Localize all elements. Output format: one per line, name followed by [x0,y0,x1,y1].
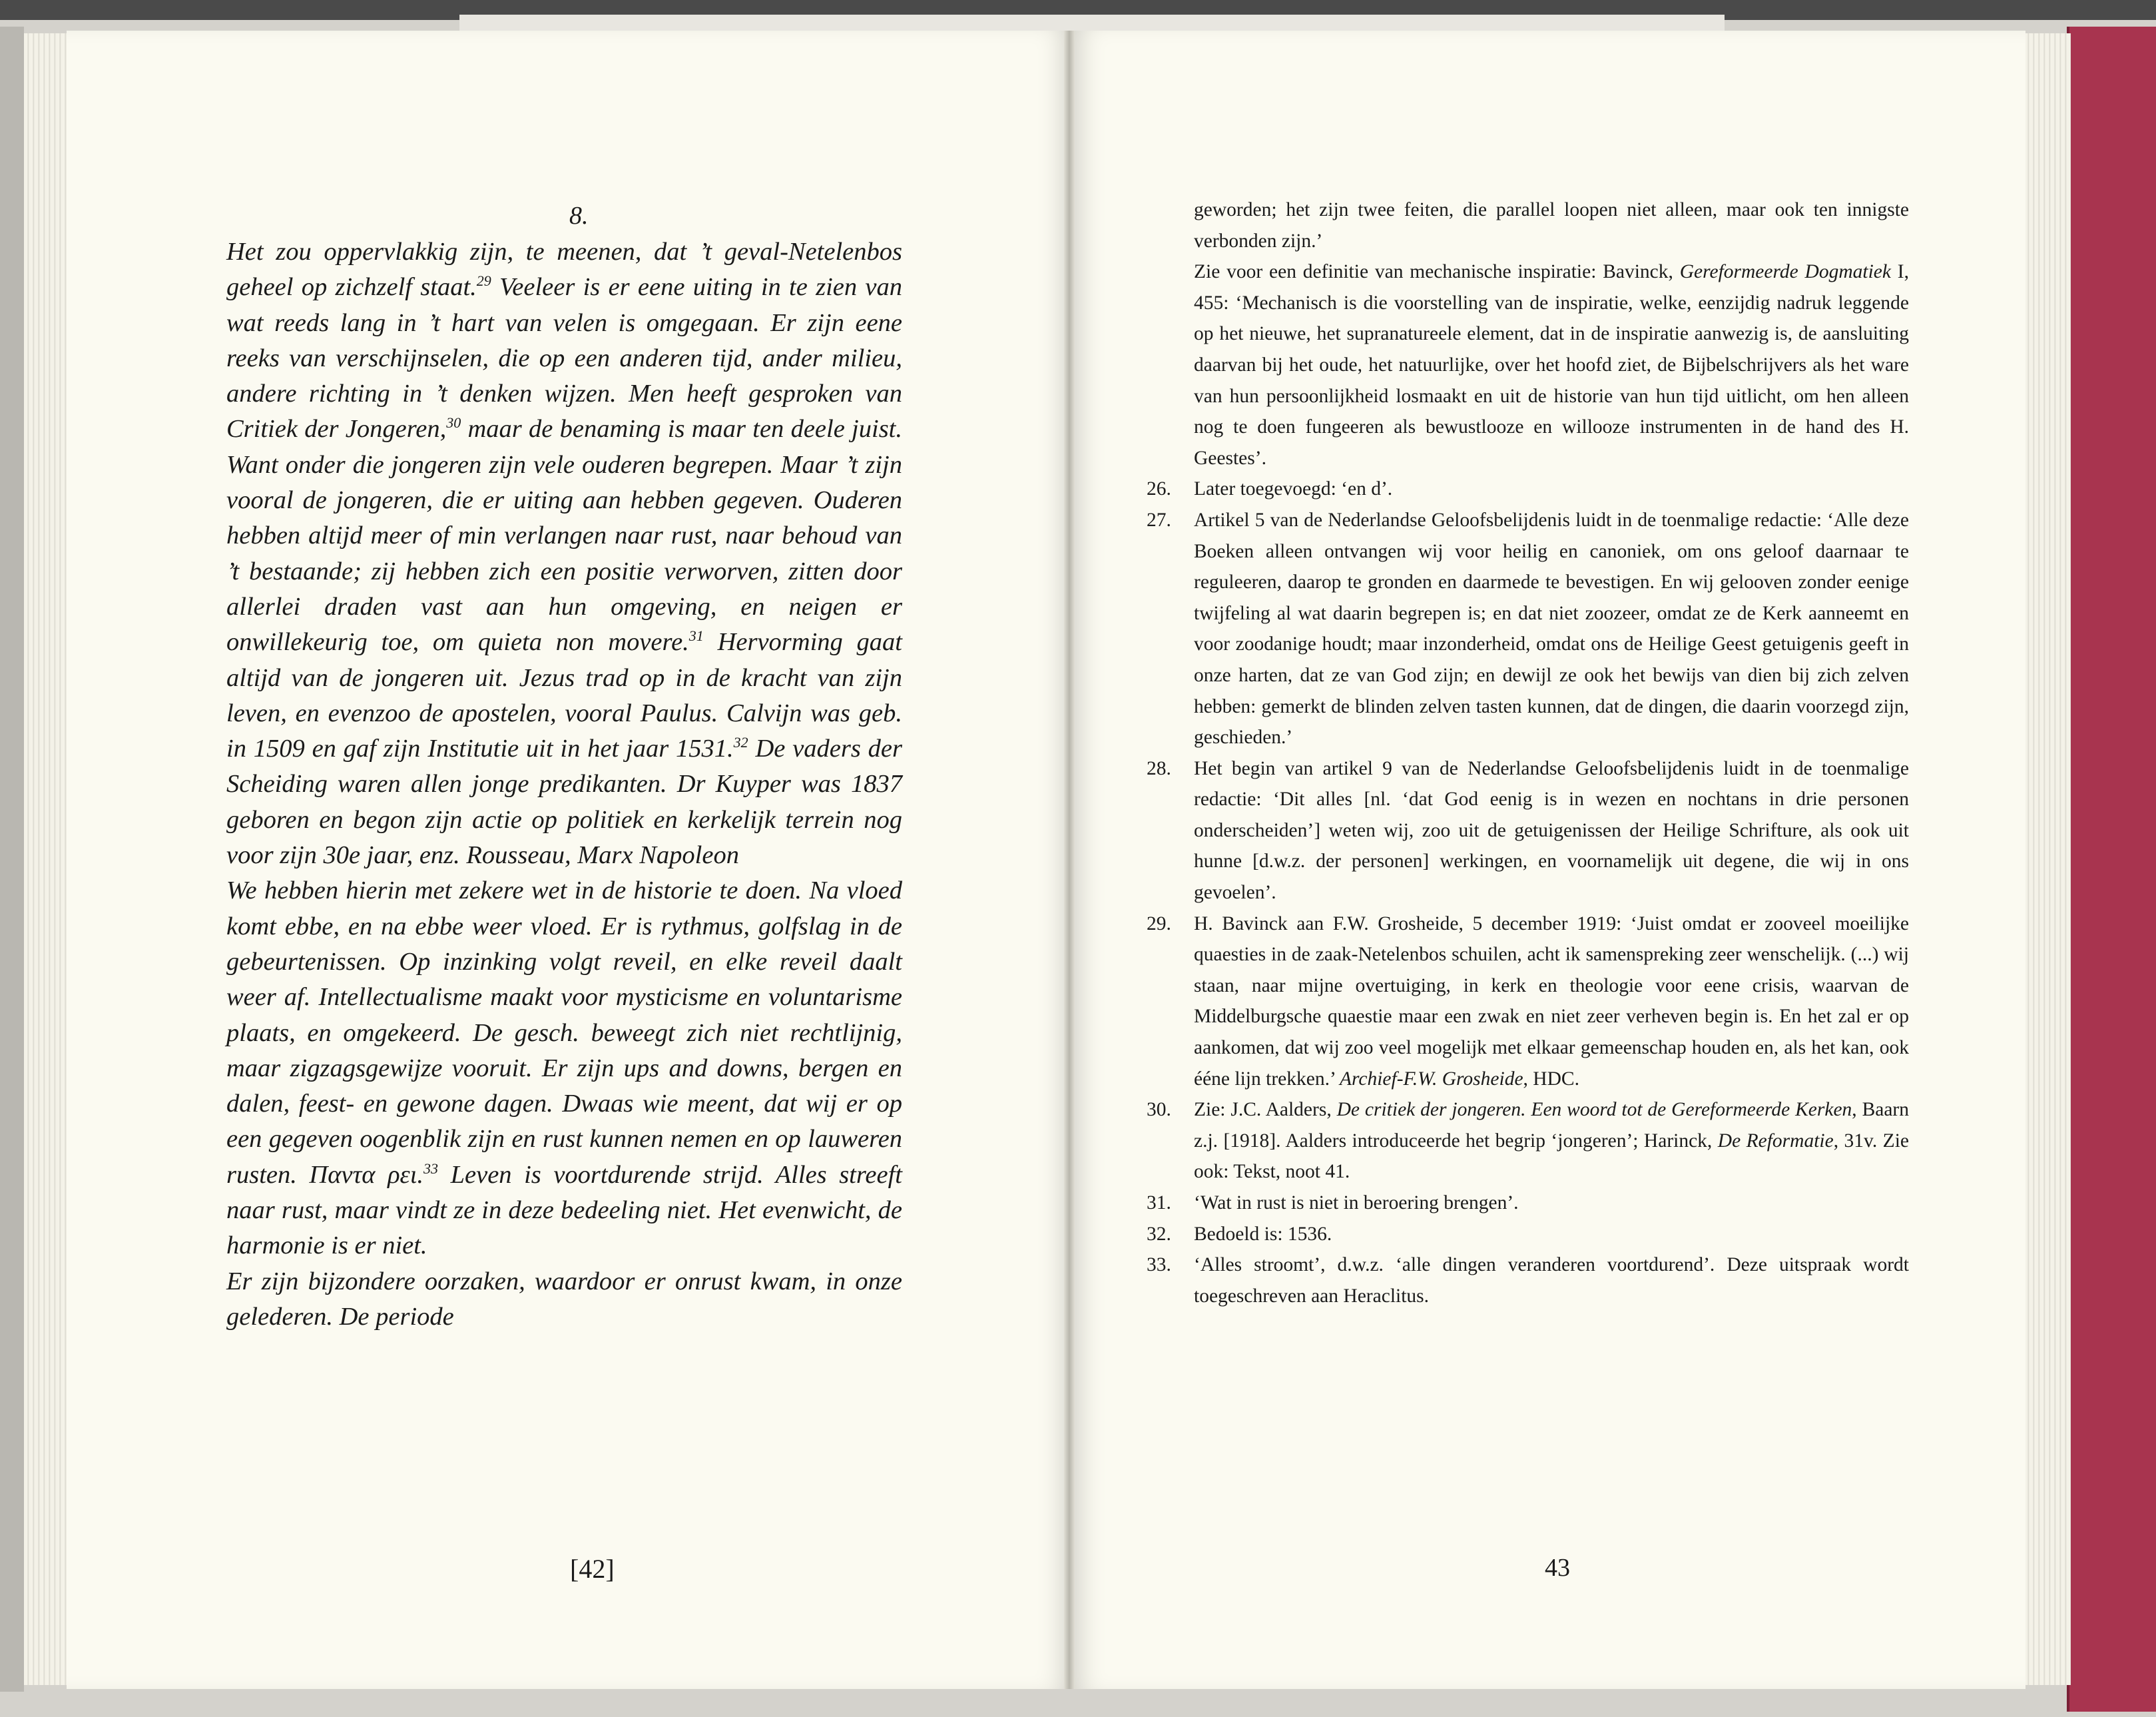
text-run: Artikel 5 van de Nederlandse Geloofsbelijdenis luidt in de toenmalige redactie: ‘Alle deze Boeken alleen ontvangen wij voor heilig en canoniek, om ons geloof daarnaar te reguleeren, daarop te gronden en daarmede te bevestigen. En wij gelooven zonder eenige twijfeling al wat daarin begrepen is; en dat niet zoozeer, omdat ze de Kerk aanneemt en voor zoodanige houdt; maar inzonderheid, omdat ons de Heilige Geest getuigenis geeft in onze harten, dat ze van God zijn; en dewijl ze ook het bewijs van dien bij zich zelven hebben: gemerkt de blinden zelven tasten kunnen, dat de dingen, die daarin voorzegd zijn, geschieden.’ [1194,509,1909,749]
footnote-ref: 31 [688,627,704,645]
footnote [1147,908,1909,1095]
text-run: geworden; het zijn twee feiten, die parallel loopen niet alleen, maar ook ten innigste verbonden zijn.’ [1194,199,1909,252]
footnotes [1147,194,1909,1311]
paragraph [226,1264,902,1335]
italic-title: Gereformeerde Dogmatiek [1679,261,1891,283]
footnote [1147,753,1909,908]
book-gutter [1064,31,1075,1689]
text-run: Zie voor een definitie van mechanische inspiratie: Bavinck, [1194,261,1680,283]
page-edges-right [2024,33,2071,1685]
page-edges-left [24,33,71,1685]
footnote-text [1194,505,1909,753]
footnote-ref: 29 [476,272,491,290]
text-run: , 31v. Zie ook: Tekst, noot 41. [1194,1130,1909,1183]
footnote-ref: 33 [423,1160,439,1177]
footnote-text [1194,256,1909,474]
footnote [1147,505,1909,753]
text-run: ‘Wat in rust is niet in beroering brengen’. [1194,1192,1519,1213]
footnote-text [1194,908,1909,1095]
text-run: , HDC. [1523,1068,1579,1090]
footnote-number [1147,194,1194,256]
footnote-text [1194,1249,1909,1311]
italic-title: De critiek der jongeren. Een woord tot de Gereformeerde Kerken [1336,1099,1852,1121]
italic-title: De Reformatie [1717,1130,1834,1152]
paragraph [226,873,902,1263]
page-number-right: 43 [1545,1554,1570,1582]
text-run: We hebben hierin met zekere wet in de historie te doen. Na vloed komt ebbe, en na ebbe weer vloed. Er is rythmus, golfslag in de gebeurtenissen. Op inzinking volgt reveil, en elke reveil daalt weer af. Intellectualisme maakt voor mysticisme en voluntarisme plaats, en omgekeerd. De gesch. beweegt zich niet rechtlijnig, maar zigzagsgewijze vooruit. Er zijn ups and downs, bergen en dalen, feest- en gewone dagen. Dwaas wie meent, dat wij er op een gegeven oogenblik zijn en rust kunnen nemen en op lauweren rusten. Παντα ρει. [226,876,902,1189]
footnote [1147,1249,1909,1311]
footnote [1147,194,1909,256]
text-run: Zie: J.C. Aalders, [1194,1099,1337,1121]
footnote-number: 32. [1147,1223,1171,1245]
footnote-text [1194,474,1909,505]
italic-title: Archief-F.W. Grosheide [1339,1068,1523,1090]
footnote [1147,1219,1909,1250]
text-run: Leven is voortdurende strijd. Alles streeft naar rust, maar vindt ze in deze bedeeling niet. Het evenwicht, de harmonie is er niet. [226,1160,902,1260]
footnote [1147,256,1909,474]
text-run: , Baarn z.j. [1918]. Aalders introduceerde het begrip ‘jongeren’; Harinck, [1194,1099,1910,1152]
footnote-ref: 30 [446,414,461,432]
text-run: I, 455: ‘Mechanisch is die voorstelling van de inspiratie, welke, eenzijdig nadruk leggende op het nieuwe, het supranatureele element, dat in de inspiratie aanwezig is, de aansluiting daarvan bij het oude, het natuurlijke, over het hoofd ziet, de Bijbelschrijvers als het ware van hun persoonlijkheid losmaakt en uit de historie van hun tijd uitlicht, om hen alleen nog te doen fungeeren als bewustlooze en willooze instrumenten in de hand des H. Geestes’. [1194,261,1909,469]
footnote-ref: 32 [733,734,748,751]
footnote [1147,474,1909,505]
footnote-number: 33. [1147,1254,1171,1276]
footnote-number: 26. [1147,478,1171,500]
footnote-number: 28. [1147,757,1171,779]
footnote-number: 29. [1147,912,1171,934]
text-run: Veeleer is er eene uiting in te zien van wat reeds lang in ’t hart van velen is omgegaan. Er zijn eene reeks van verschijnselen, die op een anderen tijd, ander milieu, andere richting in ’t denken wijzen. Men heeft gesproken van Critiek der Jongeren, [226,273,902,444]
text-run: Er zijn bijzondere oorzaken, waardoor er onrust kwam, in onze gelederen. De periode [226,1267,902,1331]
text-run: Bedoeld is: 1536. [1194,1223,1332,1245]
text-run: Het begin van artikel 9 van de Nederlandse Geloofsbelijdenis luidt in de toenmalige redactie: ‘Dit alles [nl. ‘dat God eenig is in wezen en nochtans in drie personen onderscheiden’] weten wij, zoo uit de getuigenissen der Heilige Schrifture, als ook uit hunne [d.w.z. der personen] werkingen, en voornamelijk uit degene, die wij in ons gevoelen’. [1194,757,1909,904]
footnote-number: 27. [1147,509,1171,531]
left-body-text [226,234,902,1335]
page-number-left: [42] [570,1554,615,1584]
footnote-number: 31. [1147,1192,1171,1213]
footnote [1147,1094,1909,1188]
text-run: Later toegevoegd: ‘en d’. [1194,478,1393,500]
text-run: Het zou oppervlakkig zijn, te meenen, dat ’t geval-Netelenbos geheel op zichzelf staat. [226,238,902,302]
footnote-text [1194,1094,1909,1188]
footnote-text [1194,1188,1909,1219]
text-run: maar de benaming is maar ten deele juist. Want onder die jongeren zijn vele ouderen begrepen. Maar ’t zijn vooral de jongeren, die er uiting aan hebben gegeven. Ouderen hebben altijd meer of min verlangen naar rust, naar behoud van ’t bestaande; zij hebben zich een positie verworven, zitten door allerlei draden vast aan hun omgeving, en neigen er onwillekeurig toe, om quieta non movere. [226,415,902,657]
paragraph [226,234,902,873]
footnote-text [1194,1219,1909,1250]
footnote-number [1147,256,1194,474]
footnote-text [1194,753,1909,908]
section-number: 8. [569,202,589,230]
text-run: H. Bavinck aan F.W. Grosheide, 5 december 1919: ‘Juist omdat er zooveel moeilijke quaesties in de zaak-Netelenbos schuilen, acht ik samenspreking zeer wenschelijk. (...) wij staan, naar mijne overtuiging, in kerk en theologie voor eene crisis, waarvan de Middelburgsche quaestie maar een zwak en niet zeer verheven begin is. En het zal er op aankomen, dat wij zoo veel mogelijk met elkaar gemeenschap houden en, als het kan, ook éénе lijn trekken.’ [1194,912,1909,1090]
book-cover [2067,27,2156,1712]
text-run: Hervorming gaat altijd van de jongeren uit. Jezus trad op in de kracht van zijn leven, en evenzoo de apostelen, vooral Paulus. Calvijn was geb. in 1509 en gaf zijn Institutie uit in het jaar 1531. [226,628,902,763]
text-run: De vaders der Scheiding waren allen jonge predikanten. Dr Kuyper was 1837 geboren en begon zijn actie op politiek en kerkelijk terrein nog voor zijn 30e jaar, enz. Rousseau, Marx Napoleon [226,735,902,870]
footnote-number: 30. [1147,1099,1171,1121]
footnote [1147,1188,1909,1219]
text-run: ‘Alles stroomt’, d.w.z. ‘alle dingen veranderen voortdurend’. Deze uitspraak wordt toegeschreven aan Heraclitus. [1194,1254,1909,1307]
scan-left-margin [0,27,24,1692]
footnote-text [1194,194,1909,256]
